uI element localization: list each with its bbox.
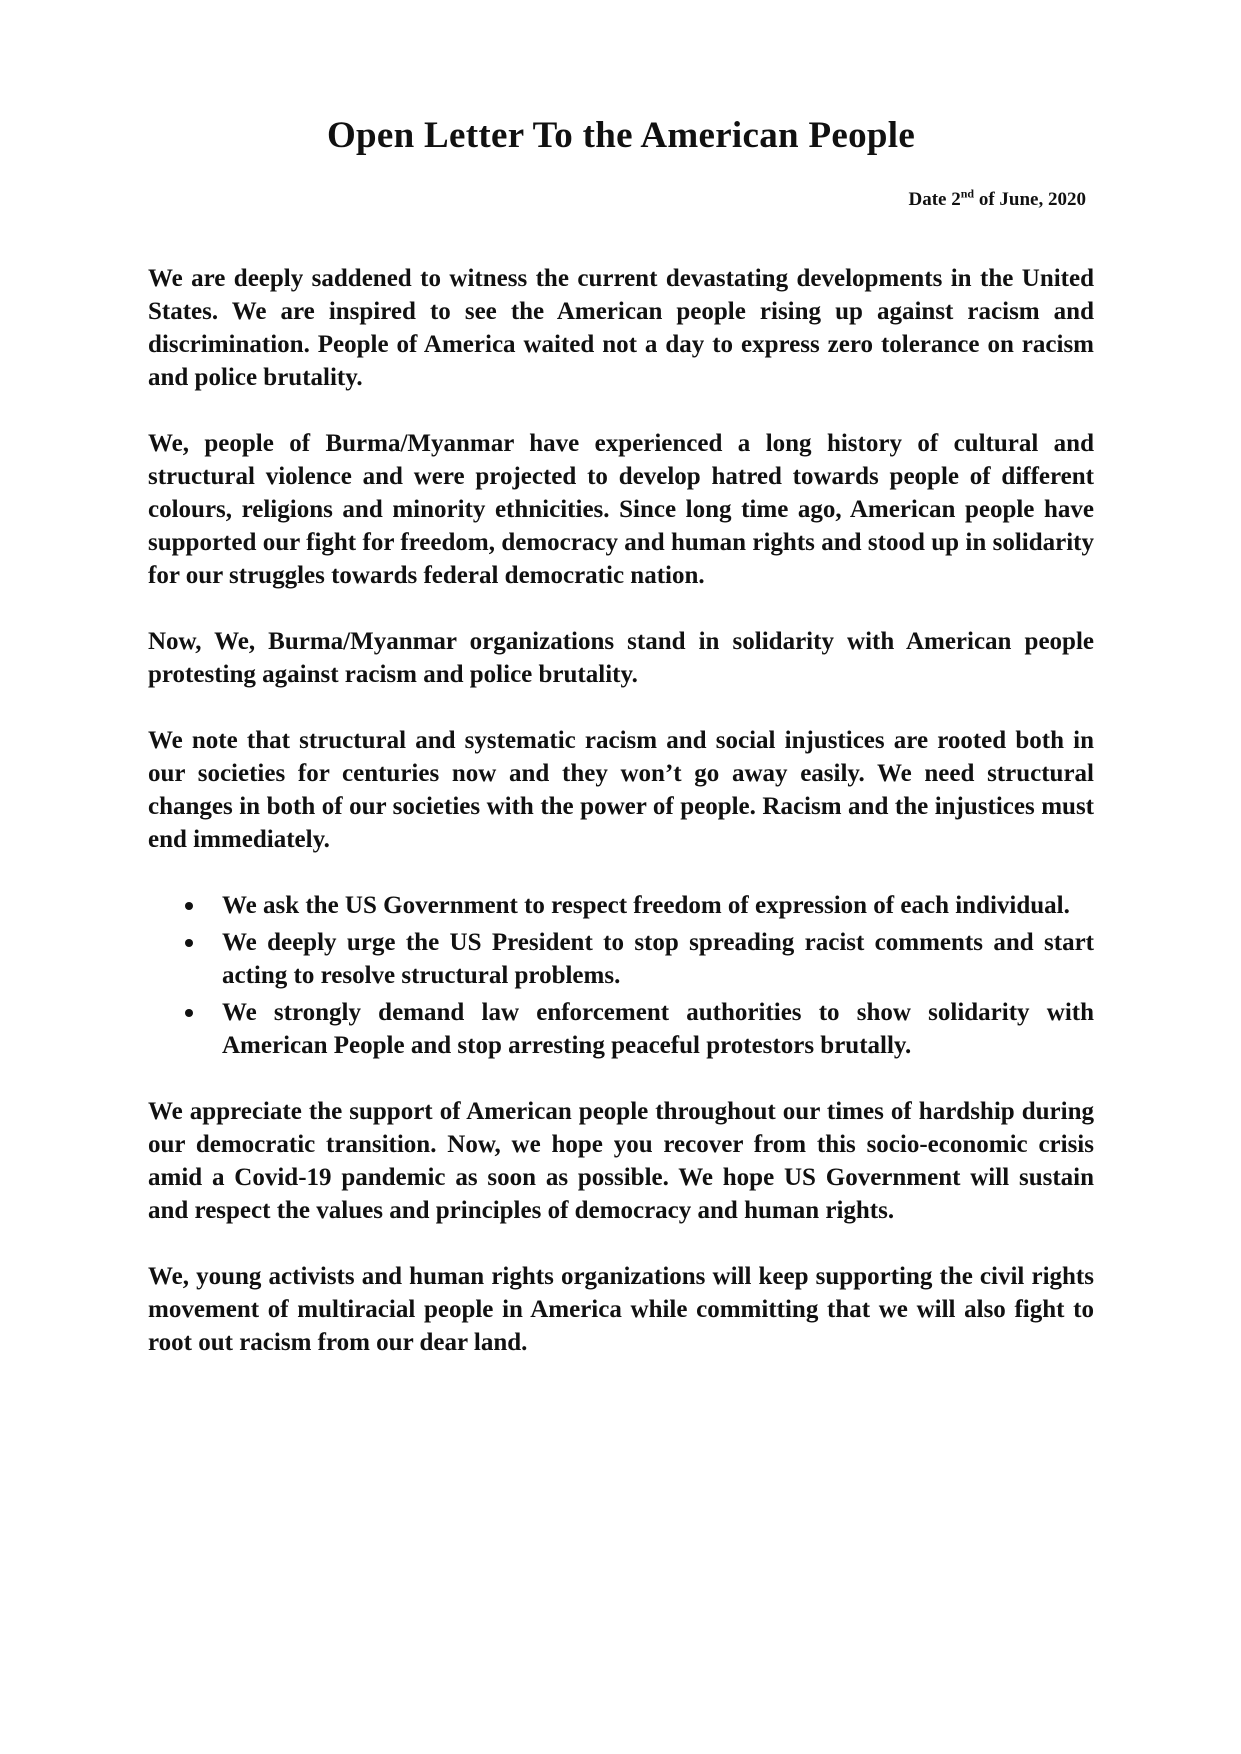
letter-body	[148, 262, 1094, 1359]
bullet-icon	[185, 939, 193, 947]
date-ordinal-suffix: nd	[960, 186, 975, 201]
list-item	[222, 996, 1094, 1062]
paragraph-organizations-solidarity: Now, We, Burma/Myanmar organizations stand in solidarity with American people protesting against racism and police brutality.	[148, 628, 1094, 688]
paragraph-burma-history: We, people of Burma/Myanmar have experienced a long history of cultural and structural violence and were projected to develop hatred towards people of different colours, religions and minority ethnicities. Since long time ago, American people have supported our fight for freedom, democracy and human rights and stood up in solidarity for our struggles towards federal democratic nation.	[148, 430, 1094, 589]
list-item	[222, 926, 1094, 992]
paragraph-appreciation: We appreciate the support of American people throughout our times of hardship during our democratic transition. Now, we hope you recover from this socio-economic crisis amid a Covid-19 pandemic as soon as possible. We hope US Government will sustain and respect the values and principles of democracy and human rights.	[148, 1098, 1094, 1224]
demand-text: We deeply urge the US President to stop spreading racist comments and start acting to resolve structural problems.	[222, 929, 1094, 989]
paragraph-structural-racism: We note that structural and systematic racism and social injustices are rooted both in our societies for centuries now and they won’t go away easily. We need structural changes in both of our societies with the power of people. Racism and the injustices must end immediately.	[148, 727, 1094, 853]
letter-page	[148, 0, 1094, 1392]
demands-list	[148, 889, 1094, 1062]
demand-text: We ask the US Government to respect freedom of expression of each individual.	[222, 892, 1070, 919]
demand-text: We strongly demand law enforcement authorities to show solidarity with American People and stop arresting peaceful protestors brutally.	[222, 999, 1094, 1059]
date-suffix: of June, 2020	[974, 189, 1086, 210]
bullet-icon	[185, 902, 193, 910]
paragraph-solidarity-intro: We are deeply saddened to witness the current devastating developments in the United States. We are inspired to see the American people rising up against racism and discrimination. People of America waited not a day to express zero tolerance on racism and police brutality.	[148, 265, 1094, 391]
letter-title: Open Letter To the American People	[326, 115, 916, 156]
bullet-icon	[185, 1009, 193, 1017]
list-item	[222, 889, 1094, 922]
date-prefix: Date 2	[908, 189, 961, 210]
paragraph-commitment: We, young activists and human rights organizations will keep supporting the civil rights movement of multiracial people in America while committing that we will also fight to root out racism from our dear land.	[148, 1263, 1094, 1356]
letter-date	[148, 188, 1094, 212]
